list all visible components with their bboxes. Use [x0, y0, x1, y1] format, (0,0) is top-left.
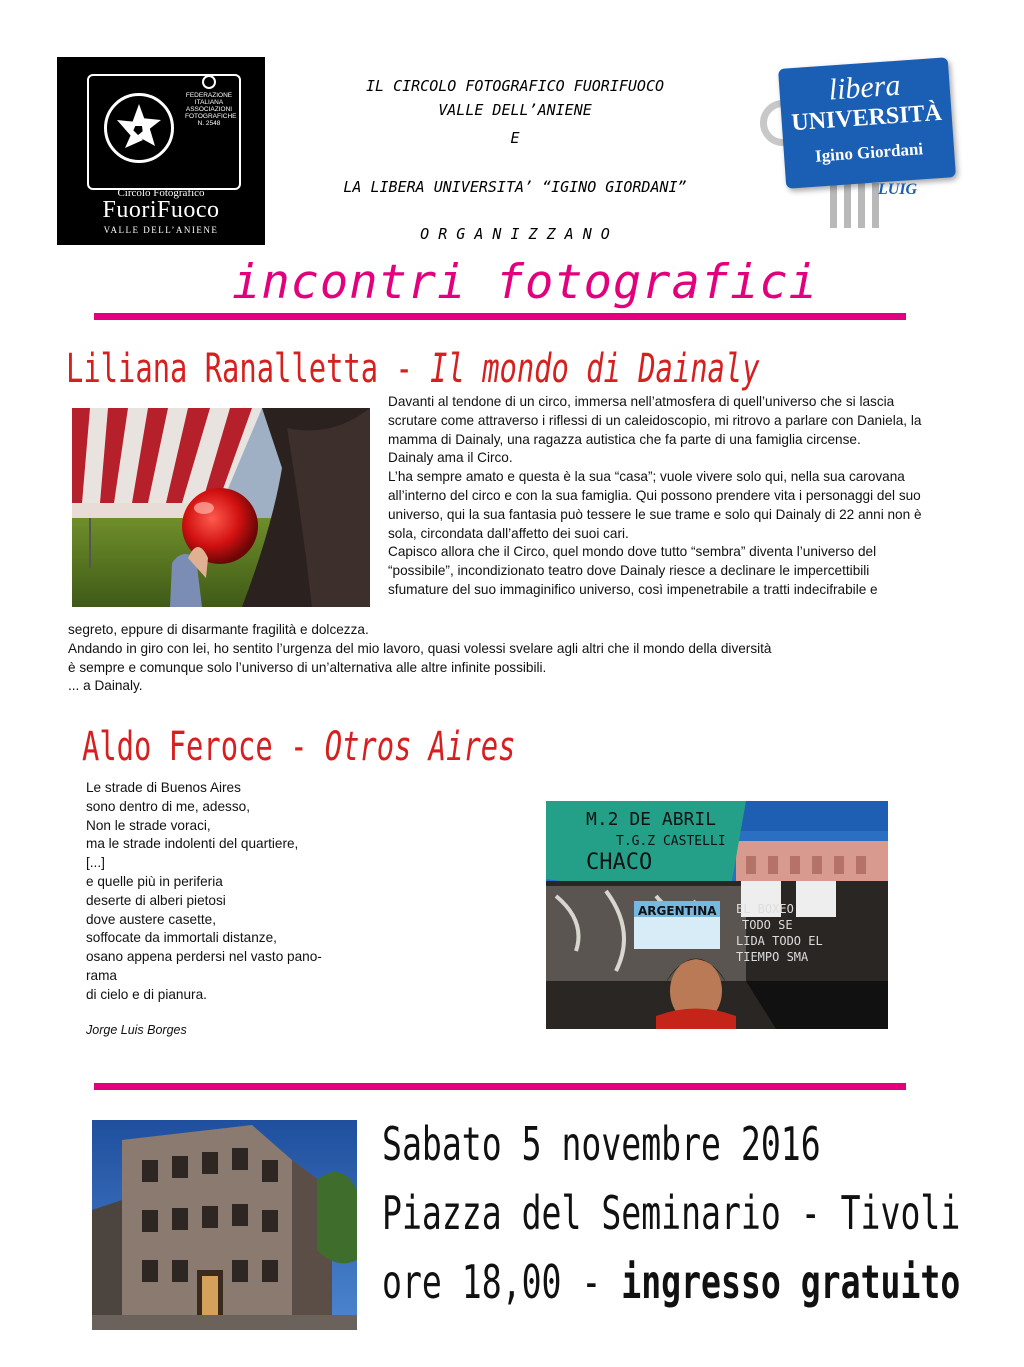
fiaf-line: ASSOCIAZIONI [185, 106, 233, 113]
paragraph: L’ha sempre amato e questa è la sua “casa”; vuole vivere solo qui, nella sua carovana all’interno del circo e con la sua famiglia. Qui possono prendere vita i personaggi del suo universo, qui la sua fantasia può tessere le sue trame e solo qui Dainaly di 22 anni non è sola, circondata dall’affetto dei suoi cari. [388, 469, 922, 541]
paragraph: Andando in giro con lei, ho sentito l’urgenza del mio lavoro, quasi volessi svelare agli altri che il mondo della diversità è sempre e comunque solo l’universo di un’alternativa alle altre infinite possibili. [68, 640, 772, 675]
event-time: ore 18,00 - [382, 1255, 622, 1309]
paragraph: ... a Dainaly. [68, 678, 143, 694]
event-place: Piazza del Seminario - Tivoli [382, 1186, 961, 1240]
poem-line: Non le strade voraci, [86, 817, 211, 833]
speaker-1-text-right [388, 393, 928, 600]
paragraph: Dainaly ama il Circo. [388, 450, 513, 466]
logo-line-2: FuoriFuoco [102, 197, 220, 223]
organizer-line-1: IL CIRCOLO FOTOGRAFICO FUORIFUOCO [365, 77, 664, 95]
argentina-sign: ARGENTINA [638, 904, 717, 918]
fiaf-line: FOTOGRAFICHE [185, 113, 237, 120]
tivoli-photo [92, 1120, 357, 1330]
speaker-2-name: Aldo Feroce - [82, 724, 325, 770]
speaker-2-heading [82, 724, 515, 770]
university-badge [778, 57, 956, 189]
wall-text: LIDA TODO EL [736, 934, 823, 948]
divider [94, 313, 906, 320]
badge-libera: libera [827, 68, 902, 107]
speaker-1-text-full [68, 621, 928, 696]
page-title: incontri fotografici [232, 255, 818, 310]
logo-line-1: Circolo Fotografico [117, 187, 205, 199]
divider [94, 1083, 906, 1090]
poem-line: soffocate da immortali distanze, [86, 930, 277, 946]
badge-igino: Igino Giordani [814, 139, 924, 166]
event-entry: ingresso gratuito [621, 1255, 961, 1309]
pillar [830, 183, 837, 228]
wall-text: EL BOXEO [736, 902, 794, 916]
event-time-line [382, 1255, 960, 1309]
organizer-line-2: VALLE DELL’ANIENE [438, 101, 592, 119]
speaker-2-work: Otros Aires [324, 724, 516, 770]
fiaf-seal-icon [202, 75, 216, 89]
poem-line: dove austere casette, [86, 911, 216, 927]
circus-photo [72, 408, 370, 607]
badge-universita: UNIVERSITÀ [790, 99, 943, 137]
poem-line: rama [86, 967, 117, 983]
banner-text: M.2 DE ABRIL [586, 809, 717, 830]
poem-line: sono dentro di me, adesso, [86, 798, 250, 814]
poem-line: [...] [86, 855, 105, 871]
pillar [844, 183, 851, 228]
wall-text: TIEMPO SMA [736, 950, 809, 964]
poem-line: deserte di alberi pietosi [86, 892, 226, 908]
wall-text: TODO SE [742, 918, 793, 932]
speaker-1-work: Il mondo di Dainaly [430, 346, 760, 392]
poem-line: di cielo e di pianura. [86, 986, 207, 1002]
aperture-icon [104, 93, 174, 163]
poem-line: ma le strade indolenti del quartiere, [86, 836, 299, 852]
pillar [858, 183, 865, 228]
banner-text: CHACO [586, 850, 653, 875]
organizer-line-3: E [510, 129, 520, 147]
fiaf-mark [185, 75, 237, 127]
logo-line-3: VALLE DELL’ANIENE [103, 225, 219, 235]
poem-line: Le strade di Buenos Aires [86, 780, 241, 795]
paragraph: Capisco allora che il Circo, quel mondo dove tutto “sembra” diventa l’universo del “possibile”, incondizionato teatro dove Dainaly riesce a declinare le impercettibili sfumature del suo immaginifico universo, così impenetrabile a tratti indecifrabile e [388, 544, 878, 597]
fuorifuoco-logo [57, 57, 265, 245]
paragraph: segreto, eppure di disarmante fragilità e dolcezza. [68, 622, 369, 637]
buenos-aires-photo [546, 801, 888, 1029]
libera-universita-logo [760, 55, 970, 230]
speaker-1-heading [66, 346, 760, 392]
organizer-line-4: LA LIBERA UNIVERSITA’ “IGINO GIORDANI” [343, 178, 687, 196]
borges-poem [86, 779, 346, 1039]
shutter-blades-icon [107, 96, 171, 160]
speaker-1-name: Liliana Ranalletta - [66, 346, 431, 392]
fiaf-line: N. 2548 [197, 120, 221, 127]
badge-luig: LUIG [878, 181, 918, 198]
paragraph: Davanti al tendone di un circo, immersa nell’atmosfera di quell’universo che si lascia scrutare come attraverso i riflessi di un caleidoscopio, mi ritrovo a parlare con Daniela, la mamma di Dainaly, una ragazza autistica che fa parte di una famiglia circense. [388, 394, 922, 447]
organizer-line-5: O R G A N I Z Z A N O [420, 225, 610, 243]
poem-line: e quelle più in periferia [86, 873, 223, 889]
banner-text: T.G.Z CASTELLI [616, 834, 726, 849]
event-date: Sabato 5 novembre 2016 [382, 1117, 821, 1171]
fiaf-line: FEDERAZIONE [185, 92, 233, 99]
poem-author: Jorge Luis Borges [86, 1022, 187, 1037]
poem-line: osano appena perdersi nel vasto pano- [86, 949, 322, 965]
fiaf-line: ITALIANA [194, 99, 224, 106]
